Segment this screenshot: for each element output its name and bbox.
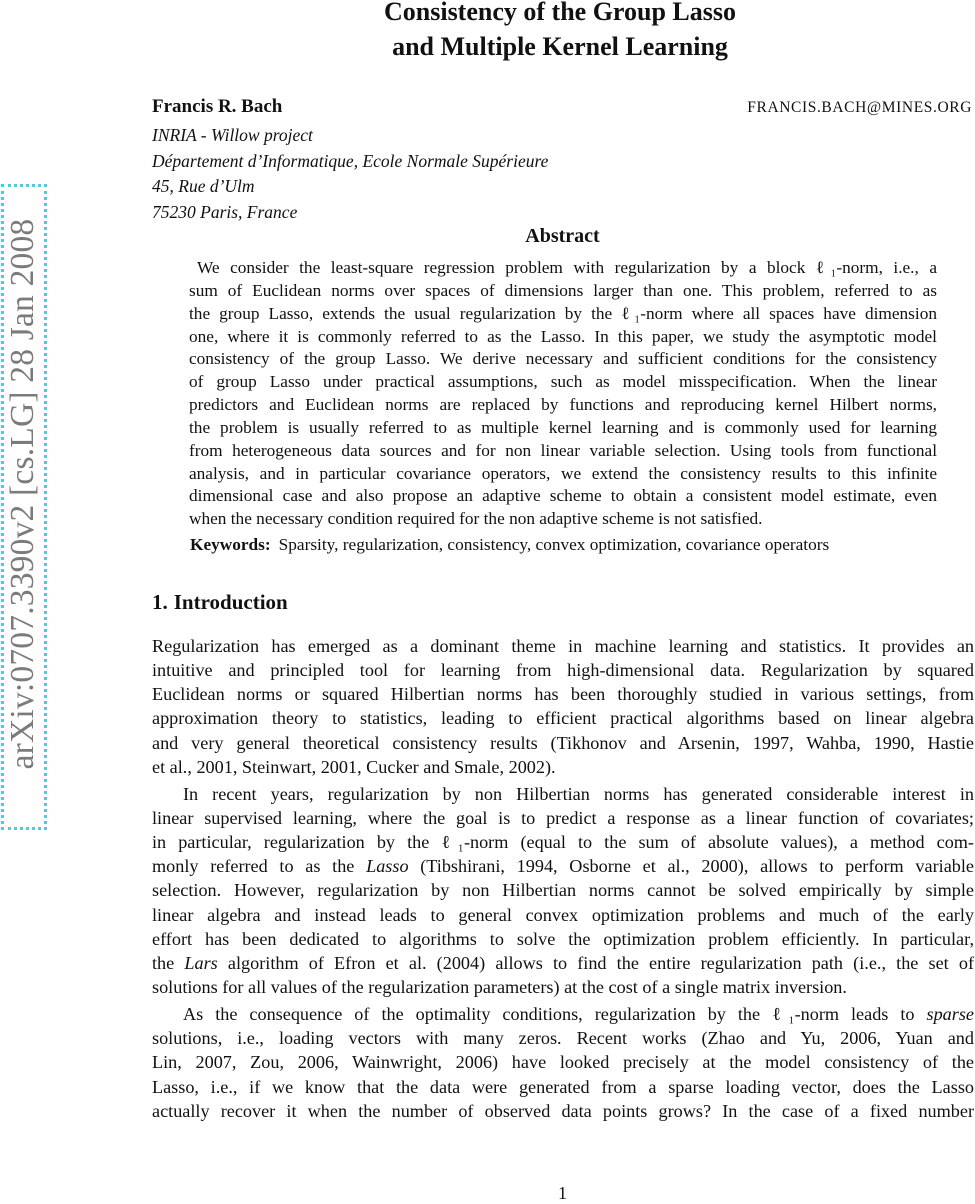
text-segment: monly referred to as the <box>152 856 367 877</box>
abstract-line: of group Lasso under practical assumptions, such as model misspecification. When the linear <box>189 372 937 392</box>
text-segment: actually recover it when the number of observed data points grows? In the case of a fixed number <box>152 1100 974 1121</box>
abstract-line: dimensional case and also propose an adaptive scheme to obtain a consistent model estimate, even <box>189 486 937 506</box>
abstract-body <box>189 257 937 531</box>
paragraph-line <box>152 830 974 854</box>
abstract-line: analysis, and in particular covariance operators, we extend the consistency results to this infinite <box>189 463 937 483</box>
keywords <box>190 535 829 555</box>
paragraph-line <box>152 634 974 658</box>
title-line-1: Consistency of the Group Lasso <box>383 0 736 26</box>
italic-term: Lars <box>184 952 218 973</box>
abstract-line: predictors and Euclidean norms are replaced by functions and reproducing kernel Hilbert norms, <box>189 395 937 415</box>
abstract-heading: Abstract <box>525 225 600 247</box>
paragraph-line <box>152 1026 974 1050</box>
paragraph-line <box>152 755 974 779</box>
abstract-line: consistency of the group Lasso. We derive necessary and sufficient conditions for the consistency <box>189 349 937 369</box>
text-segment: solutions, i.e., loading vectors with many zeros. Recent works (Zhao and Yu, 2006, Yuan and <box>152 1028 974 1049</box>
text-segment: et al., 2001, Steinwart, 2001, Cucker and Smale, 2002). <box>152 756 556 777</box>
paragraph-line <box>152 927 974 951</box>
text-segment: selection. However, regularization by non Hilbertian norms cannot be solved empirically by simple <box>152 880 974 901</box>
paragraph-line <box>152 975 974 999</box>
author-email: FRANCIS.BACH@MINES.ORG <box>747 99 972 116</box>
paragraph-line <box>152 878 974 902</box>
text-segment: in particular, regularization by the ℓ₁-norm (equal to the sum of absolute values), a method com- <box>152 832 974 853</box>
text-segment: and very general theoretical consistency results (Tikhonov and Arsenin, 1997, Wahba, 1990, Hastie <box>152 732 974 753</box>
abstract-line: the group Lasso, extends the usual regularization by the ℓ₁-norm where all spaces have dimension <box>189 303 937 323</box>
keywords-label: Keywords: <box>190 535 271 554</box>
text-segment: Euclidean norms or squared Hilbertian norms has been thoroughly studied in various settings, from <box>152 684 974 705</box>
paragraph-line <box>152 731 974 755</box>
paragraph-line <box>152 706 974 730</box>
abstract-line: from heterogeneous data sources and for non linear variable selection. Using tools from functional <box>189 440 937 460</box>
text-segment: solutions for all values of the regularization parameters) at the cost of a single matrix inversion. <box>152 976 847 997</box>
author-name: Francis R. Bach <box>152 96 283 117</box>
text-segment: linear supervised learning, where the goal is to predict a response as a linear function of covariates; <box>152 807 974 828</box>
affiliation-line: 45, Rue d’Ulm <box>152 176 255 197</box>
text-segment: effort has been dedicated to algorithms to solve the optimization problem efficiently. In particular, <box>152 928 974 949</box>
text-segment: (Tibshirani, 1994, Osborne et al., 2000), allows to perform variable <box>408 856 974 877</box>
paragraph-line <box>152 806 974 830</box>
paragraph-line <box>152 1075 974 1099</box>
paragraph-line <box>152 782 974 806</box>
section-heading <box>152 590 288 615</box>
paragraph-line <box>152 951 974 975</box>
text-segment: the <box>152 952 185 973</box>
abstract-line: We consider the least-square regression problem with regularization by a block ℓ₁-norm, i.e., a <box>197 258 937 277</box>
author-affiliation <box>152 123 548 225</box>
paragraph-line <box>152 658 974 682</box>
paragraph-line <box>152 854 974 878</box>
text-segment: In recent years, regularization by non Hilbertian norms has generated considerable interest in <box>183 783 974 804</box>
text-segment: linear algebra and instead leads to general convex optimization problems and much of the early <box>152 904 974 925</box>
abstract-line: when the necessary condition required for the non adaptive scheme is not satisfied. <box>189 509 763 529</box>
italic-term: Lasso <box>366 856 409 877</box>
paragraph-line <box>152 903 974 927</box>
paragraph-line <box>152 682 974 706</box>
paper-title <box>200 0 920 64</box>
keywords-list: Sparsity, regularization, consistency, convex optimization, covariance operators <box>278 535 830 554</box>
section-number: 1. <box>152 590 168 614</box>
text-segment: Lin, 2007, Zou, 2006, Wainwright, 2006) have looked precisely at the model consistency of the <box>152 1052 974 1073</box>
text-segment: As the consequence of the optimality conditions, regularization by the ℓ₁-norm leads to <box>183 1004 927 1025</box>
abstract-line: one, where it is commonly referred to as the Lasso. In this paper, we study the asymptotic model <box>189 326 937 346</box>
text-segment: intuitive and principled tool for learning from high-dimensional data. Regularization by squared <box>152 660 974 681</box>
page-number: 1 <box>558 1183 567 1203</box>
title-line-2: and Multiple Kernel Learning <box>392 32 728 61</box>
paragraph-line <box>152 1002 974 1026</box>
introduction-body <box>152 634 974 1123</box>
text-segment: Regularization has emerged as a dominant theme in machine learning and statistics. It provides an <box>152 636 974 656</box>
italic-term: sparse <box>926 1004 974 1025</box>
text-segment: Lasso, i.e., if we know that the data were generated from a sparse loading vector, does the Lasso <box>152 1076 974 1097</box>
section-title: Introduction <box>173 590 288 614</box>
text-segment: algorithm of Efron et al. (2004) allows to find the entire regularization path (i.e., the set of <box>217 952 974 973</box>
affiliation-line: Département d’Informatique, Ecole Normale Supérieure <box>152 150 549 171</box>
abstract-line: sum of Euclidean norms over spaces of dimensions larger than one. This problem, referred to as <box>189 280 937 300</box>
paragraph-line <box>152 1099 974 1123</box>
text-segment: approximation theory to statistics, leading to efficient practical algorithms based on linear algebra <box>152 708 974 729</box>
abstract-line: the problem is usually referred to as multiple kernel learning and is commonly used for learning <box>189 417 937 437</box>
affiliation-line: 75230 Paris, France <box>152 201 298 222</box>
arxiv-identifier: arXiv:0707.3390v2 [cs.LG] 28 Jan 2008 <box>4 218 41 770</box>
affiliation-line: INRIA - Willow project <box>152 125 313 145</box>
paragraph-line <box>152 1050 974 1074</box>
